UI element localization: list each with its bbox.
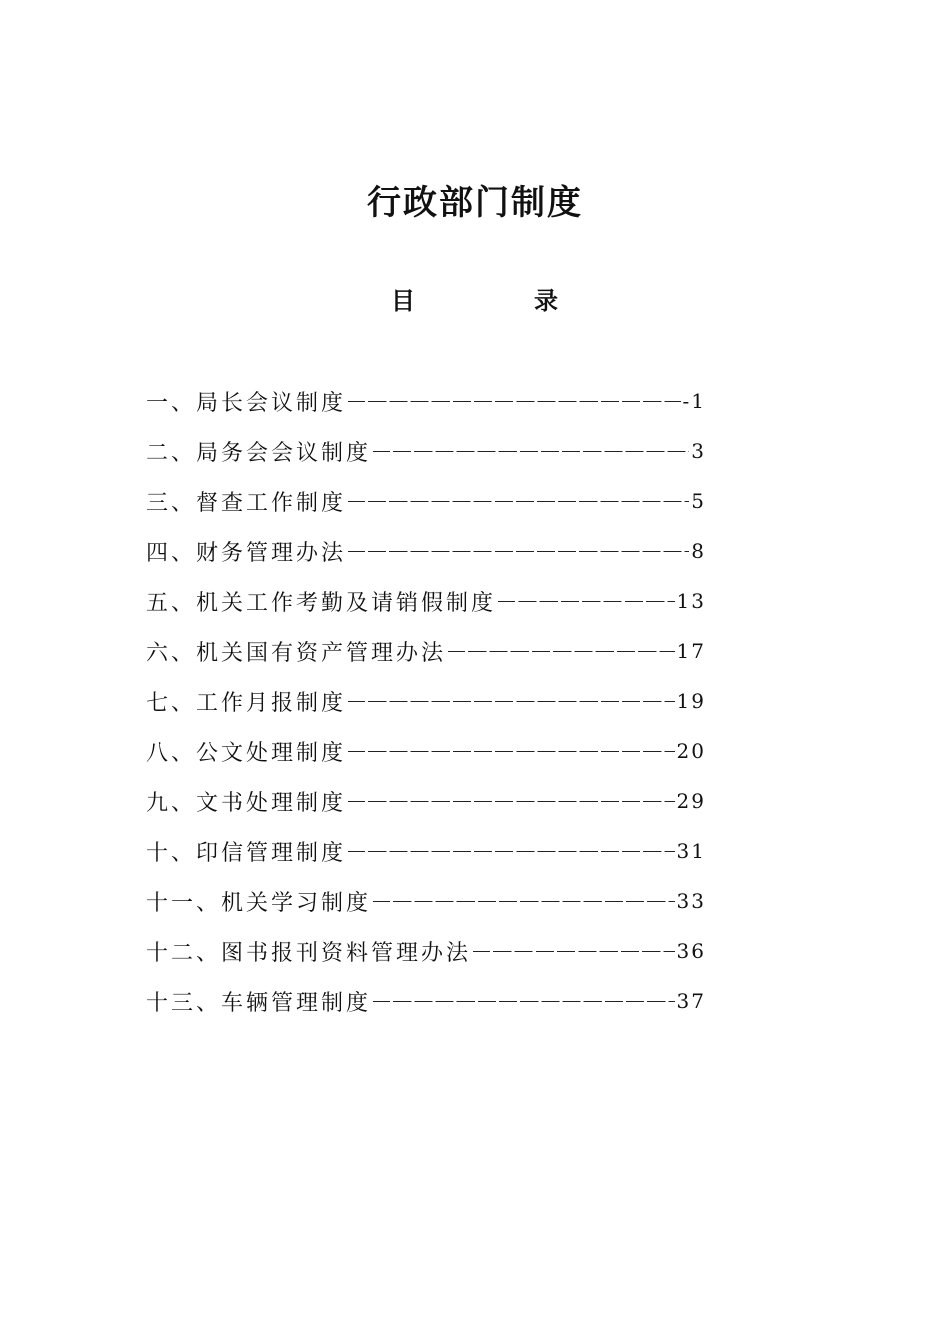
toc-entry-page: 20 <box>676 739 706 763</box>
toc-leader-dashes <box>348 776 675 826</box>
toc-entry-label: 四、财务管理办法 <box>146 540 347 566</box>
toc-entry-page: 33 <box>676 889 706 913</box>
toc-entry-label: 一、局长会议制度 <box>146 390 347 416</box>
toc-entry[interactable] <box>146 926 706 976</box>
toc-entry-page: 31 <box>676 839 706 863</box>
toc-entry-page: 13 <box>676 589 706 613</box>
toc-entry-label: 十三、车辆管理制度 <box>146 990 372 1016</box>
toc-entry-page: 29 <box>676 789 706 813</box>
toc-heading-char-2: 录 <box>534 287 558 315</box>
toc-leader-dashes <box>373 426 689 476</box>
toc-entry-page: -1 <box>682 389 706 413</box>
toc-entry-page: 19 <box>676 689 706 713</box>
toc-leader-dashes <box>348 826 675 876</box>
toc-entry-label: 九、文书处理制度 <box>146 790 347 816</box>
toc-heading-char-1: 目 <box>391 287 415 315</box>
toc-entry-page: 8 <box>691 539 706 563</box>
toc-entry[interactable] <box>146 876 706 926</box>
toc-entry-label: 十二、图书报刊资料管理办法 <box>146 940 472 966</box>
toc-entry-label: 二、局务会会议制度 <box>146 440 372 466</box>
toc-entry[interactable] <box>146 426 706 476</box>
toc-entry-label: 八、公文处理制度 <box>146 740 347 766</box>
toc-heading <box>0 283 950 319</box>
toc-entry-label: 六、机关国有资产管理办法 <box>146 640 447 666</box>
toc-entry[interactable] <box>146 376 706 426</box>
toc-leader-dashes <box>373 976 675 1026</box>
toc-entry-label: 三、督查工作制度 <box>146 490 347 516</box>
toc-leader-dashes <box>348 376 681 426</box>
toc-entry[interactable] <box>146 726 706 776</box>
toc-entry[interactable] <box>146 826 706 876</box>
toc-list <box>146 376 706 1026</box>
toc-entry-label: 十一、机关学习制度 <box>146 890 372 916</box>
toc-leader-dashes <box>348 726 675 776</box>
toc-entry-page: 37 <box>676 989 706 1013</box>
toc-leader-dashes <box>348 476 689 526</box>
toc-entry[interactable] <box>146 676 706 726</box>
toc-entry[interactable] <box>146 626 706 676</box>
toc-entry-label: 五、机关工作考勤及请销假制度 <box>146 590 497 616</box>
toc-entry-page: 5 <box>691 489 706 513</box>
toc-leader-dashes <box>348 676 675 726</box>
toc-entry-page: 3 <box>691 439 706 463</box>
toc-entry[interactable] <box>146 476 706 526</box>
document-title: 行政部门制度 <box>367 183 583 223</box>
toc-entry[interactable] <box>146 976 706 1026</box>
toc-entry-page: 17 <box>676 639 706 663</box>
toc-entry-label: 十、印信管理制度 <box>146 840 347 866</box>
toc-leader-dashes <box>373 876 675 926</box>
toc-leader-dashes <box>498 576 675 626</box>
toc-entry-label: 七、工作月报制度 <box>146 690 347 716</box>
toc-entry[interactable] <box>146 526 706 576</box>
toc-leader-dashes <box>448 626 675 676</box>
toc-entry[interactable] <box>146 576 706 626</box>
toc-leader-dashes <box>473 926 675 976</box>
toc-entry-page: 36 <box>676 939 706 963</box>
toc-leader-dashes <box>348 526 689 576</box>
toc-entry[interactable] <box>146 776 706 826</box>
